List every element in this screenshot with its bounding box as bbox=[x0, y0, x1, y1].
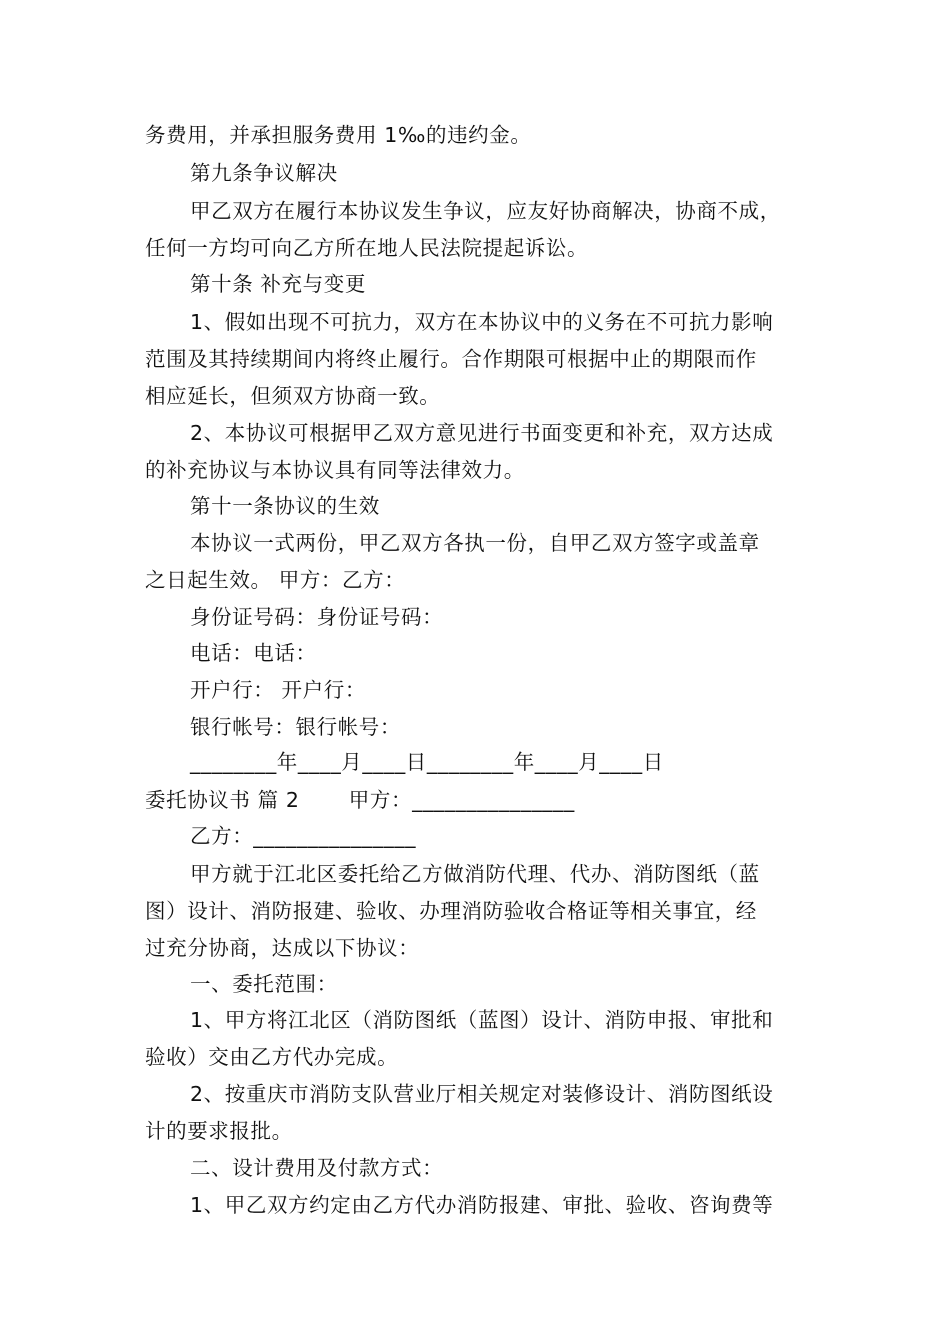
section-heading: 第十一条协议的生效 bbox=[190, 494, 380, 518]
signature-field: 身份证号码：身份证号码： bbox=[190, 605, 444, 629]
text-line: 计的要求报批。 bbox=[145, 1119, 293, 1143]
text-line: 甲方就于江北区委托给乙方做消防代理、代办、消防图纸（蓝 bbox=[190, 862, 760, 886]
text-line: 2、本协议可根据甲乙双方意见进行书面变更和补充，双方达成 bbox=[190, 421, 774, 445]
text-line: 任何一方均可向乙方所在地人民法院提起诉讼。 bbox=[145, 236, 589, 260]
text-line: 1、甲乙双方约定由乙方代办消防报建、审批、验收、咨询费等 bbox=[190, 1193, 774, 1217]
text-line: 范围及其持续期间内将终止履行。合作期限可根据中止的期限而作 bbox=[145, 347, 757, 371]
agreement-title: 委托协议书 篇 2 甲方：_______________ bbox=[145, 788, 575, 812]
section-heading: 第九条争议解决 bbox=[190, 161, 338, 185]
text-line: 甲乙双方在履行本协议发生争议，应友好协商解决，协商不成， bbox=[190, 199, 781, 223]
section-heading: 一、委托范围： bbox=[190, 972, 338, 996]
text-line: 图）设计、消防报建、验收、办理消防验收合格证等相关事宜，经 bbox=[145, 899, 757, 923]
section-heading: 第十条 补充与变更 bbox=[190, 272, 366, 296]
text-line: 1、假如出现不可抗力，双方在本协议中的义务在不可抗力影响 bbox=[190, 310, 774, 334]
text-line: 相应延长，但须双方协商一致。 bbox=[145, 384, 441, 408]
text-line: 验收）交由乙方代办完成。 bbox=[145, 1045, 399, 1069]
section-heading: 二、设计费用及付款方式： bbox=[190, 1156, 444, 1180]
signature-field: 电话：电话： bbox=[190, 641, 317, 665]
date-field: ________年____月____日________年____月____日 bbox=[190, 750, 664, 774]
text-line: 之日起生效。 甲方：乙方： bbox=[145, 568, 406, 592]
signature-field: 开户行： 开户行： bbox=[190, 678, 366, 702]
signature-field: 银行帐号：银行帐号： bbox=[190, 715, 401, 739]
text-line: 1、甲方将江北区（消防图纸（蓝图）设计、消防申报、审批和 bbox=[190, 1008, 774, 1032]
text-line: 过充分协商，达成以下协议： bbox=[145, 936, 420, 960]
text-line: 的补充协议与本协议具有同等法律效力。 bbox=[145, 458, 525, 482]
text-line: 务费用，并承担服务费用 1‰的违约金。 bbox=[145, 123, 532, 147]
party-field: 乙方：_______________ bbox=[190, 824, 417, 848]
text-line: 本协议一式两份，甲乙双方各执一份，自甲乙双方签字或盖章 bbox=[190, 531, 760, 555]
text-line: 2、按重庆市消防支队营业厅相关规定对装修设计、消防图纸设 bbox=[190, 1082, 774, 1106]
